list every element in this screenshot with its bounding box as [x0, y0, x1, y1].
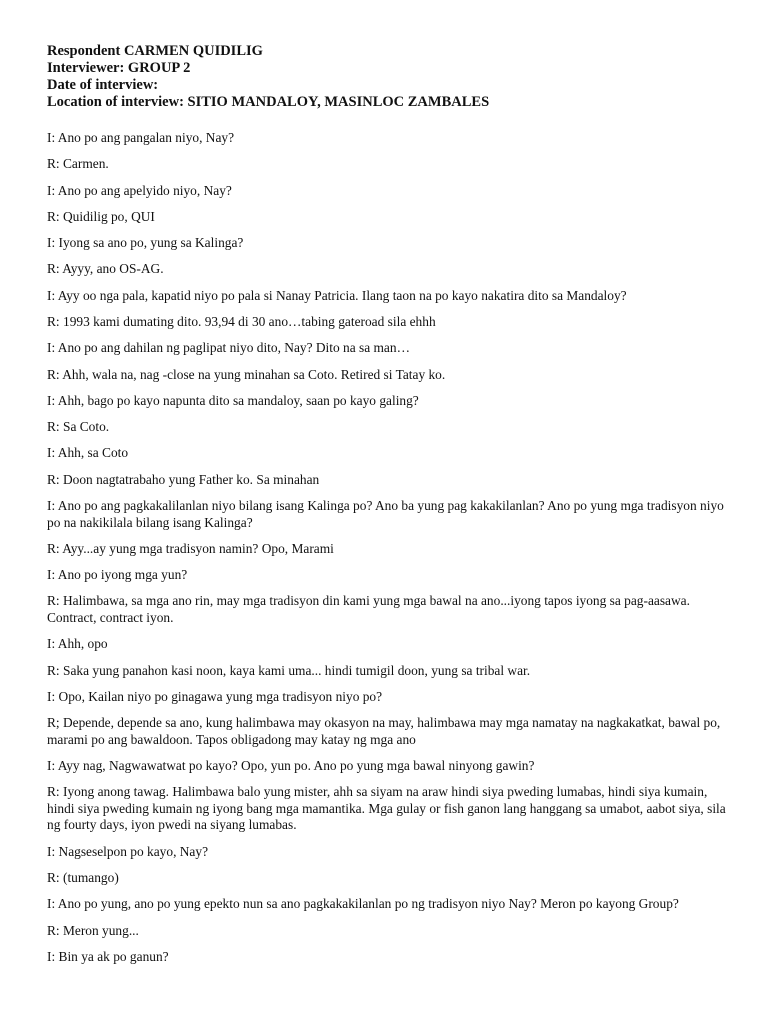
transcript-line: R: Meron yung...: [47, 922, 139, 938]
transcript-line: R: Carmen.: [47, 156, 109, 172]
transcript-line: I: Ano po ang pagkakalilanlan niyo bilang isang Kalinga po? Ano ba yung pag kakakilanlan? Ano po yung mga tradisyon niyo po na nakikilala bilang isang Kalinga?: [47, 497, 724, 530]
transcript-line: I: Ano po yung, ano po yung epekto nun sa ano pagkakakilanlan po ng tradisyon niyo Nay? Meron po kayong Group?: [47, 896, 679, 912]
transcript-line: I: Ano po ang apelyido niyo, Nay?: [47, 182, 232, 198]
transcript-line: R: (tumango): [47, 870, 119, 885]
transcript-line: R: Doon nagtatrabaho yung Father ko. Sa minahan: [47, 471, 320, 487]
transcript-line: R: Ayyy, ano OS-AG.: [47, 261, 164, 277]
interviewer-line: Interviewer: GROUP 2: [47, 60, 191, 76]
transcript-line: I: Ahh, opo: [47, 636, 108, 652]
location-line: Location of interview: SITIO MANDALOY, MASINLOC ZAMBALES: [47, 94, 490, 110]
interview-header: [47, 43, 727, 111]
transcript-line: I: Ano po ang dahilan ng paglipat niyo dito, Nay? Dito na sa man…: [47, 340, 410, 356]
transcript-line: I: Ayy nag, Nagwawatwat po kayo? Opo, yun po. Ano po yung mga bawal ninyong gawin?: [47, 757, 535, 773]
transcript-line: I: Iyong sa ano po, yung sa Kalinga?: [47, 235, 244, 251]
transcript-line: I: Opo, Kailan niyo po ginagawa yung mga tradisyon niyo po?: [47, 688, 383, 704]
respondent-line: Respondent CARMEN QUIDILIG: [47, 43, 263, 59]
transcript-line: I: Ahh, sa Coto: [47, 445, 129, 461]
interview-transcript: [47, 130, 727, 965]
transcript-line: I: Ahh, bago po kayo napunta dito sa mandaloy, saan po kayo galing?: [47, 392, 419, 408]
transcript-line: R: 1993 kami dumating dito. 93,94 di 30 ano…tabing gateroad sila ehhh: [47, 313, 436, 329]
transcript-line: I: Ano po iyong mga yun?: [47, 567, 188, 583]
transcript-line: R: Iyong anong tawag. Halimbawa balo yung mister, ahh sa siyam na araw hindi siya pweding lumabas, hindi siya kumain, hindi siya pweding kumain ng iyong bang mga mamantika. Mga gulay or fish ganon lang hanggang sa umabot, aabot siya, sila ng fourty days, iyon pwedi na siyang lumabas.: [47, 784, 726, 833]
document-page: [47, 43, 727, 975]
transcript-line: R: Halimbawa, sa mga ano rin, may mga tradisyon din kami yung mga bawal na ano...iyong tapos iyong sa pag-aasawa. Contract, contract iyon.: [47, 593, 690, 625]
transcript-line: I: Bin ya ak po ganun?: [47, 948, 169, 964]
transcript-line: R; Depende, depende sa ano, kung halimbawa may okasyon na may, halimbawa may mga namatay na nagkakatkat, bawal po, marami po ang bawaldoon. Tapos obligadong may katay ng mga ano: [47, 715, 721, 747]
transcript-line: R: Saka yung panahon kasi noon, kaya kami uma... hindi tumigil doon, yung sa tribal war.: [47, 662, 531, 678]
transcript-line: R: Ahh, wala na, nag -close na yung minahan sa Coto. Retired si Tatay ko.: [47, 366, 446, 382]
transcript-line: R: Sa Coto.: [47, 419, 110, 435]
date-line: Date of interview:: [47, 77, 159, 93]
transcript-line: I: Ano po ang pangalan niyo, Nay?: [47, 130, 235, 145]
transcript-line: I: Ayy oo nga pala, kapatid niyo po pala si Nanay Patricia. Ilang taon na po kayo nakatira dito sa Mandaloy?: [47, 287, 627, 303]
transcript-line: R: Quidilig po, QUI: [47, 208, 155, 224]
transcript-line: R: Ayy...ay yung mga tradisyon namin? Opo, Marami: [47, 540, 334, 556]
transcript-line: I: Nagseselpon po kayo, Nay?: [47, 843, 209, 859]
